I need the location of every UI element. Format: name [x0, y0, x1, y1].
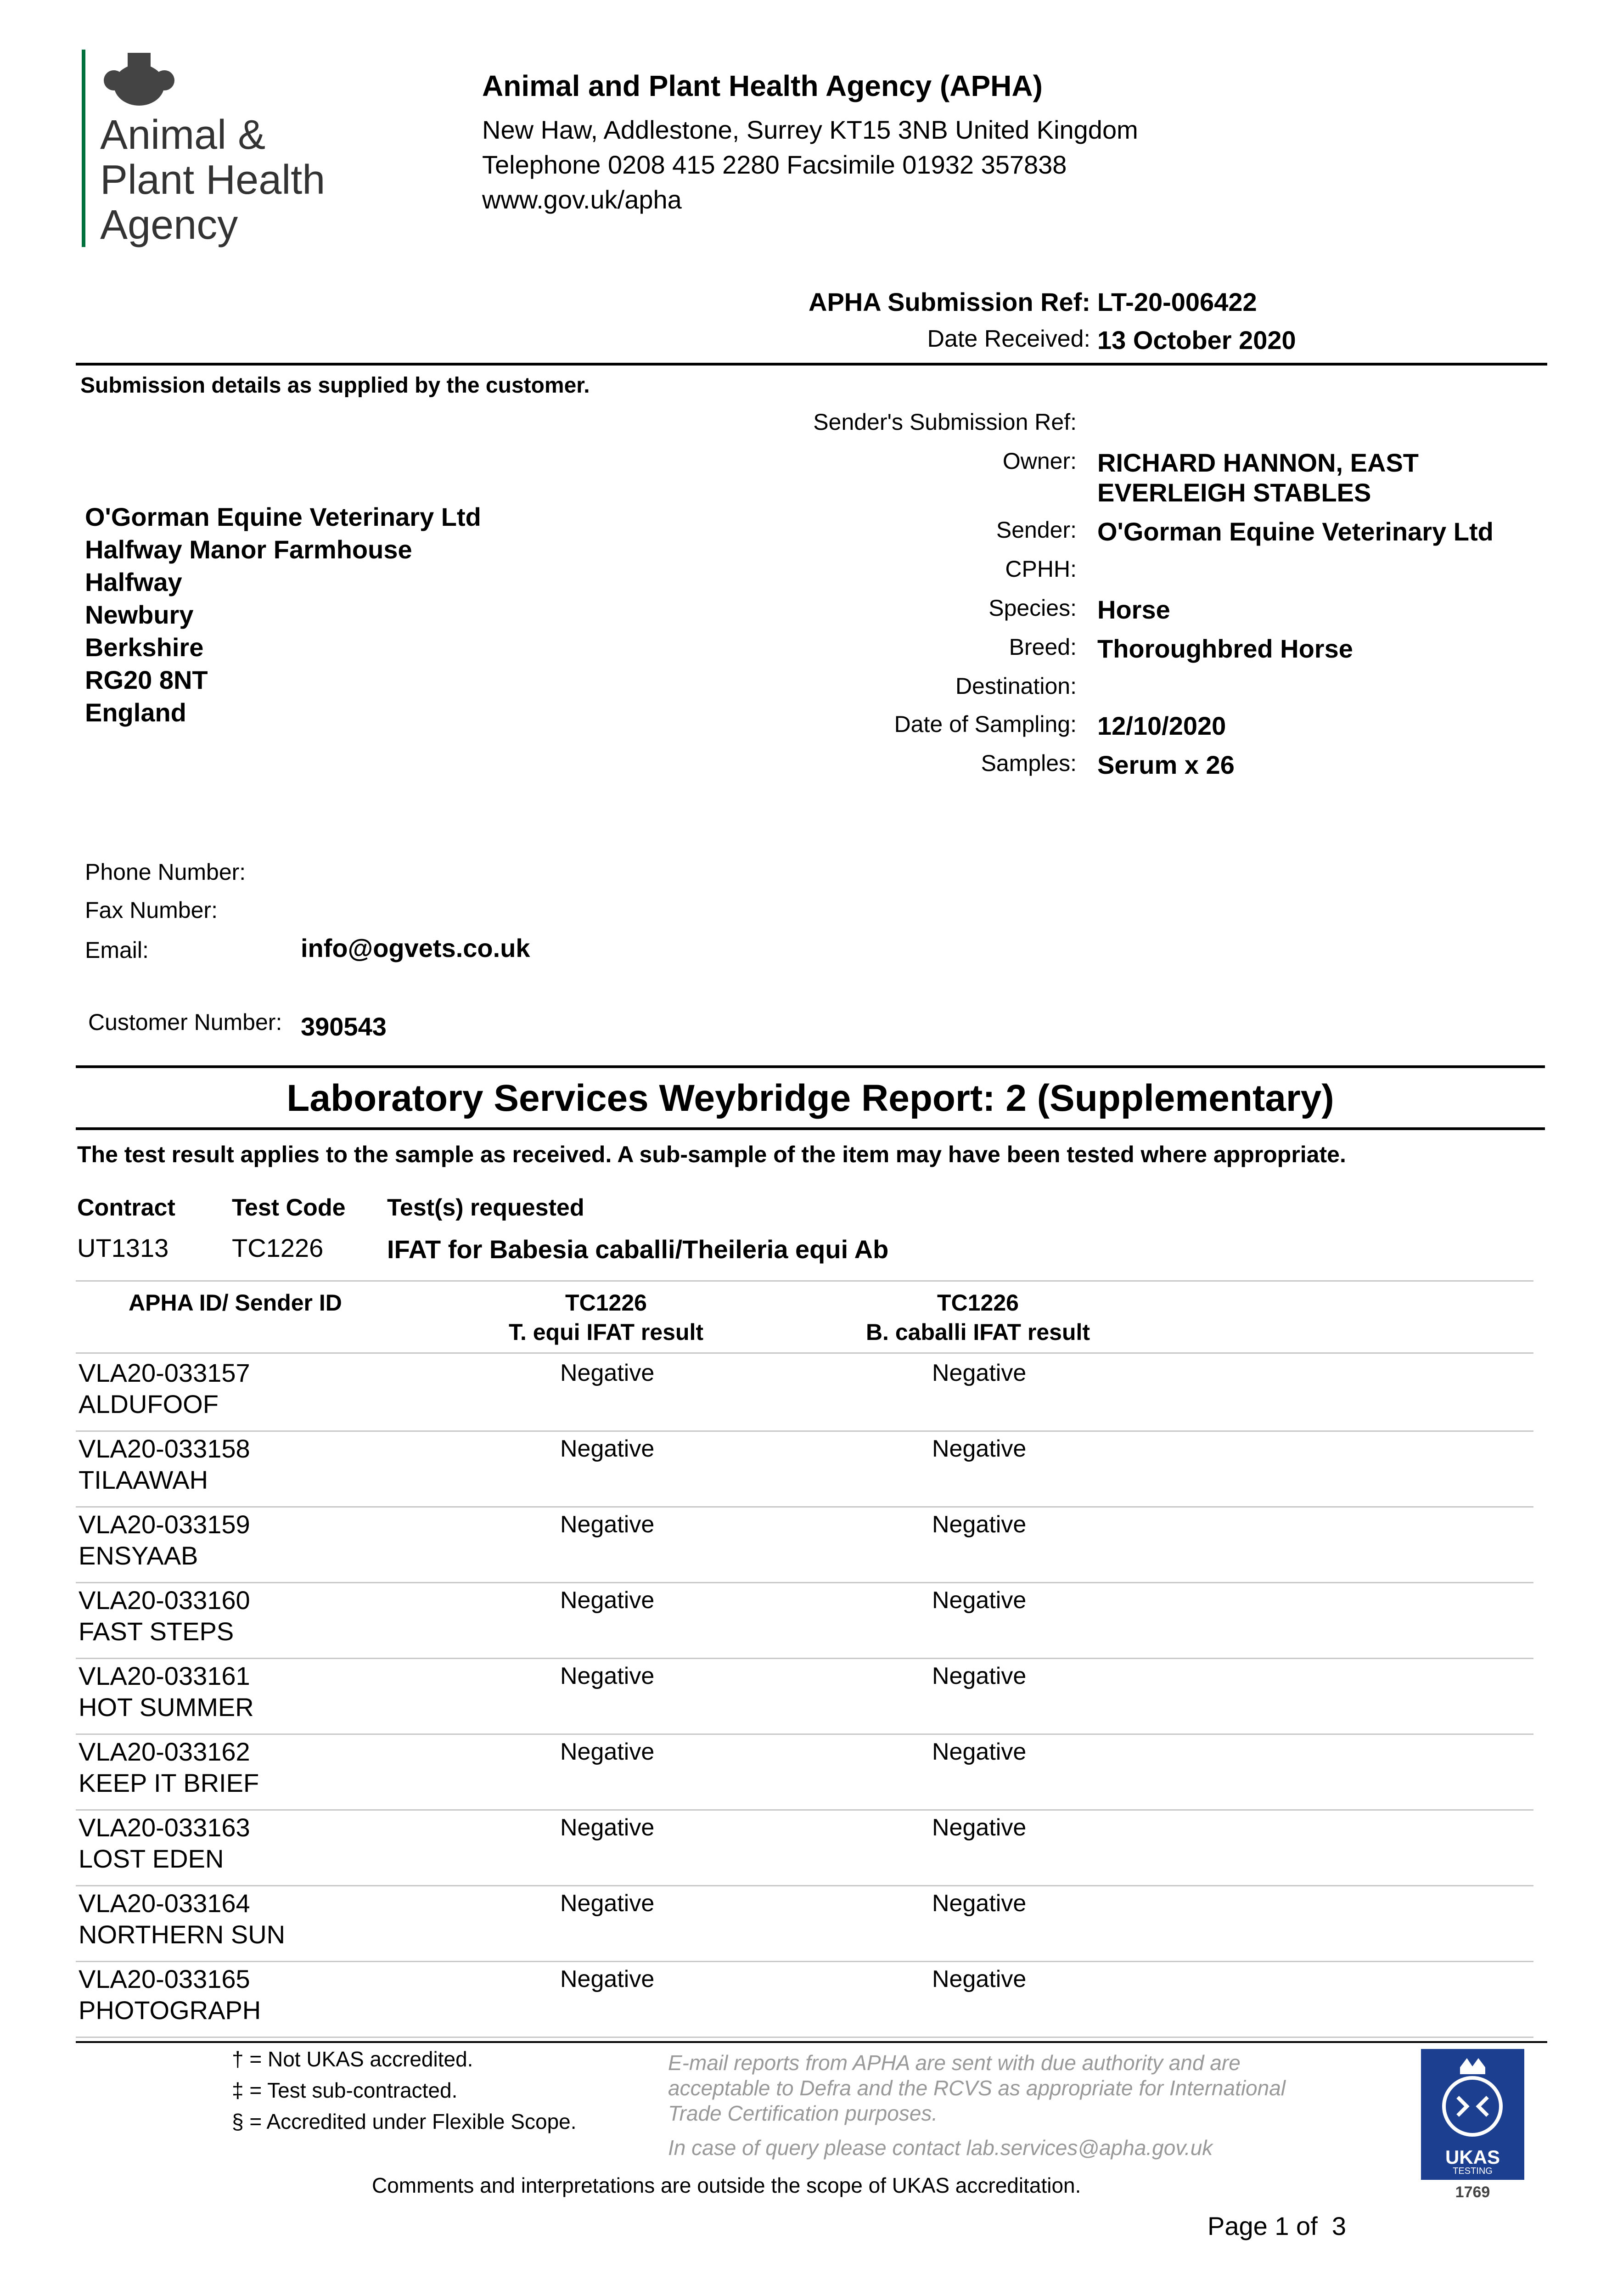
- owner-line: RICHARD HANNON, EAST: [1097, 448, 1419, 477]
- agency-phone: Telephone 0208 415 2280 Facsimile 01932 357838: [482, 150, 1067, 179]
- logo-bar: [82, 50, 85, 247]
- owner-label: Owner:: [1002, 448, 1077, 474]
- breed-label: Breed:: [1009, 634, 1077, 660]
- divider: [76, 1352, 1533, 1354]
- sample-name: NORTHERN SUN: [79, 1920, 286, 1949]
- test-code-label: Test Code: [232, 1194, 346, 1221]
- sampling-label: Date of Sampling:: [894, 711, 1077, 737]
- row-id: [79, 1736, 259, 1799]
- agency-address: New Haw, Addlestone, Surrey KT15 3NB United Kingdom: [482, 115, 1138, 144]
- row-id: [79, 1433, 250, 1496]
- sample-name: FAST STEPS: [79, 1617, 234, 1646]
- disclaimer-line: acceptable to Defra and the RCVS as appropriate for International: [668, 2076, 1286, 2100]
- sample-id: VLA20-033162: [79, 1737, 250, 1766]
- col1-name: T. equi IFAT result: [508, 1319, 704, 1345]
- sender-value: O'Gorman Equine Veterinary Ltd: [1097, 517, 1494, 546]
- t-equi-result: Negative: [560, 1663, 655, 1689]
- test-code-value: TC1226: [232, 1233, 324, 1262]
- legend-line: ‡ = Test sub-contracted.: [232, 2078, 458, 2102]
- t-equi-result: Negative: [560, 1814, 655, 1841]
- contract-label: Contract: [77, 1194, 175, 1221]
- customer-address: [85, 501, 481, 729]
- tests-requested-label: Test(s) requested: [387, 1194, 584, 1221]
- sender-label: Sender:: [996, 517, 1077, 543]
- royal-crest-icon: [100, 48, 178, 113]
- fax-label: Fax Number:: [85, 897, 218, 923]
- disclaimer: [668, 2050, 1286, 2126]
- ukas-text: UKAS: [1445, 2146, 1500, 2168]
- sample-name: ALDUFOOF: [79, 1390, 219, 1418]
- address-line: Halfway Manor Farmhouse: [85, 535, 412, 564]
- t-equi-result: Negative: [560, 1360, 655, 1386]
- b-caballi-result: Negative: [932, 1360, 1027, 1386]
- customer-number-label: Customer Number:: [88, 1009, 282, 1035]
- t-equi-result: Negative: [560, 1435, 655, 1462]
- divider: [76, 363, 1547, 366]
- sender-ref-label: Sender's Submission Ref:: [813, 409, 1077, 435]
- row-id: [79, 1964, 261, 2026]
- sample-id: VLA20-033164: [79, 1889, 250, 1918]
- b-caballi-result: Negative: [932, 1511, 1027, 1538]
- table-row: [76, 1506, 1533, 1583]
- report-note: The test result applies to the sample as received. A sub-sample of the item may have been tested where appropriate.: [77, 1142, 1346, 1167]
- address-line: Berkshire: [85, 633, 204, 662]
- b-caballi-result: Negative: [932, 1966, 1027, 1992]
- divider: [76, 1280, 1533, 1282]
- table-row: [76, 1355, 1533, 1432]
- address-line: England: [85, 698, 186, 727]
- b-caballi-result: Negative: [932, 1739, 1027, 1765]
- disclaimer-line: Trade Certification purposes.: [668, 2101, 938, 2125]
- email-label: Email:: [85, 937, 149, 963]
- b-caballi-result: Negative: [932, 1890, 1027, 1917]
- b-caballi-result: Negative: [932, 1663, 1027, 1689]
- logo-line: Plant Health: [100, 157, 326, 203]
- table-row: [76, 1885, 1533, 1962]
- address-line: Newbury: [85, 600, 194, 629]
- col1-code: TC1226: [565, 1290, 647, 1316]
- sample-id: VLA20-033157: [79, 1358, 250, 1387]
- contract-value: UT1313: [77, 1233, 169, 1262]
- species-label: Species:: [988, 595, 1077, 621]
- b-caballi-result: Negative: [932, 1587, 1027, 1614]
- row-id: [79, 1812, 250, 1874]
- sample-id: VLA20-033165: [79, 1964, 250, 1993]
- ukas-number: 1769: [1455, 2183, 1490, 2201]
- legend-line: † = Not UKAS accredited.: [232, 2047, 473, 2071]
- samples-value: Serum x 26: [1097, 750, 1235, 779]
- submission-ref-label: APHA Submission Ref:: [809, 287, 1090, 316]
- ukas-logo: [1421, 2049, 1524, 2180]
- t-equi-result: Negative: [560, 1890, 655, 1917]
- table-row: [76, 1961, 1533, 2038]
- owner-line: EVERLEIGH STABLES: [1097, 478, 1371, 507]
- owner-value: [1097, 448, 1419, 507]
- b-caballi-result: Negative: [932, 1814, 1027, 1841]
- cphh-label: CPHH:: [1005, 556, 1077, 582]
- samples-label: Samples:: [981, 750, 1077, 776]
- col-id-header: APHA ID/ Sender ID: [129, 1290, 342, 1316]
- sample-id: VLA20-033160: [79, 1586, 250, 1615]
- row-id: [79, 1660, 254, 1723]
- sample-name: ENSYAAB: [79, 1541, 198, 1570]
- species-value: Horse: [1097, 595, 1170, 624]
- breed-value: Thoroughbred Horse: [1097, 634, 1353, 663]
- destination-label: Destination:: [955, 673, 1077, 699]
- divider: [76, 1127, 1545, 1130]
- address-line: O'Gorman Equine Veterinary Ltd: [85, 502, 481, 531]
- address-line: RG20 8NT: [85, 665, 208, 694]
- sample-id: VLA20-033158: [79, 1434, 250, 1463]
- ukas-sub: TESTING: [1453, 2166, 1493, 2176]
- sample-name: TILAAWAH: [79, 1465, 208, 1494]
- sample-id: VLA20-033161: [79, 1661, 250, 1690]
- table-row: [76, 1430, 1533, 1508]
- disclaimer-line: E-mail reports from APHA are sent with due authority and are: [668, 2051, 1241, 2075]
- phone-label: Phone Number:: [85, 859, 246, 885]
- legend: [232, 2043, 577, 2137]
- details-heading: Submission details as supplied by the customer.: [80, 373, 590, 398]
- email-value: info@ogvets.co.uk: [301, 934, 530, 962]
- page-number: Page 1 of 3: [1207, 2212, 1347, 2240]
- query-contact: In case of query please contact lab.services@apha.gov.uk: [668, 2136, 1213, 2160]
- date-received: 13 October 2020: [1097, 326, 1296, 355]
- col2-name: B. caballi IFAT result: [865, 1319, 1090, 1345]
- submission-ref: LT-20-006422: [1097, 287, 1257, 316]
- customer-number: 390543: [301, 1012, 387, 1041]
- test-requested-value: IFAT for Babesia caballi/Theileria equi Ab: [387, 1235, 889, 1264]
- t-equi-result: Negative: [560, 1587, 655, 1614]
- col2-code: TC1226: [937, 1290, 1019, 1316]
- legend-line: § = Accredited under Flexible Scope.: [232, 2110, 577, 2133]
- sample-id: VLA20-033163: [79, 1813, 250, 1842]
- sample-name: LOST EDEN: [79, 1844, 224, 1873]
- table-row: [76, 1658, 1533, 1735]
- table-row: [76, 1582, 1533, 1659]
- agency-web: www.gov.uk/apha: [482, 185, 682, 214]
- address-line: Halfway: [85, 568, 182, 597]
- table-row: [76, 1809, 1533, 1886]
- sample-name: HOT SUMMER: [79, 1693, 254, 1722]
- row-id: [79, 1357, 250, 1420]
- agency-name: Animal and Plant Health Agency (APHA): [482, 69, 1043, 102]
- divider: [76, 1065, 1545, 1068]
- t-equi-result: Negative: [560, 1966, 655, 1992]
- table-row: [76, 1733, 1533, 1811]
- row-id: [79, 1888, 285, 1950]
- logo-line: Animal &: [100, 112, 266, 158]
- footer-divider: [76, 2041, 1547, 2043]
- t-equi-result: Negative: [560, 1511, 655, 1538]
- t-equi-result: Negative: [560, 1739, 655, 1765]
- sample-id: VLA20-033159: [79, 1510, 250, 1539]
- b-caballi-result: Negative: [932, 1435, 1027, 1462]
- sample-name: KEEP IT BRIEF: [79, 1768, 259, 1797]
- row-id: [79, 1585, 250, 1647]
- logo-line: Agency: [100, 202, 238, 248]
- date-received-label: Date Received:: [927, 326, 1090, 352]
- sampling-value: 12/10/2020: [1097, 711, 1226, 740]
- row-id: [79, 1509, 250, 1571]
- report-title: Laboratory Services Weybridge Report: 2 (Supplementary): [286, 1077, 1334, 1119]
- logo-text: [100, 113, 325, 248]
- sample-name: PHOTOGRAPH: [79, 1996, 261, 2025]
- ukas-note: Comments and interpretations are outside the scope of UKAS accreditation.: [372, 2173, 1081, 2197]
